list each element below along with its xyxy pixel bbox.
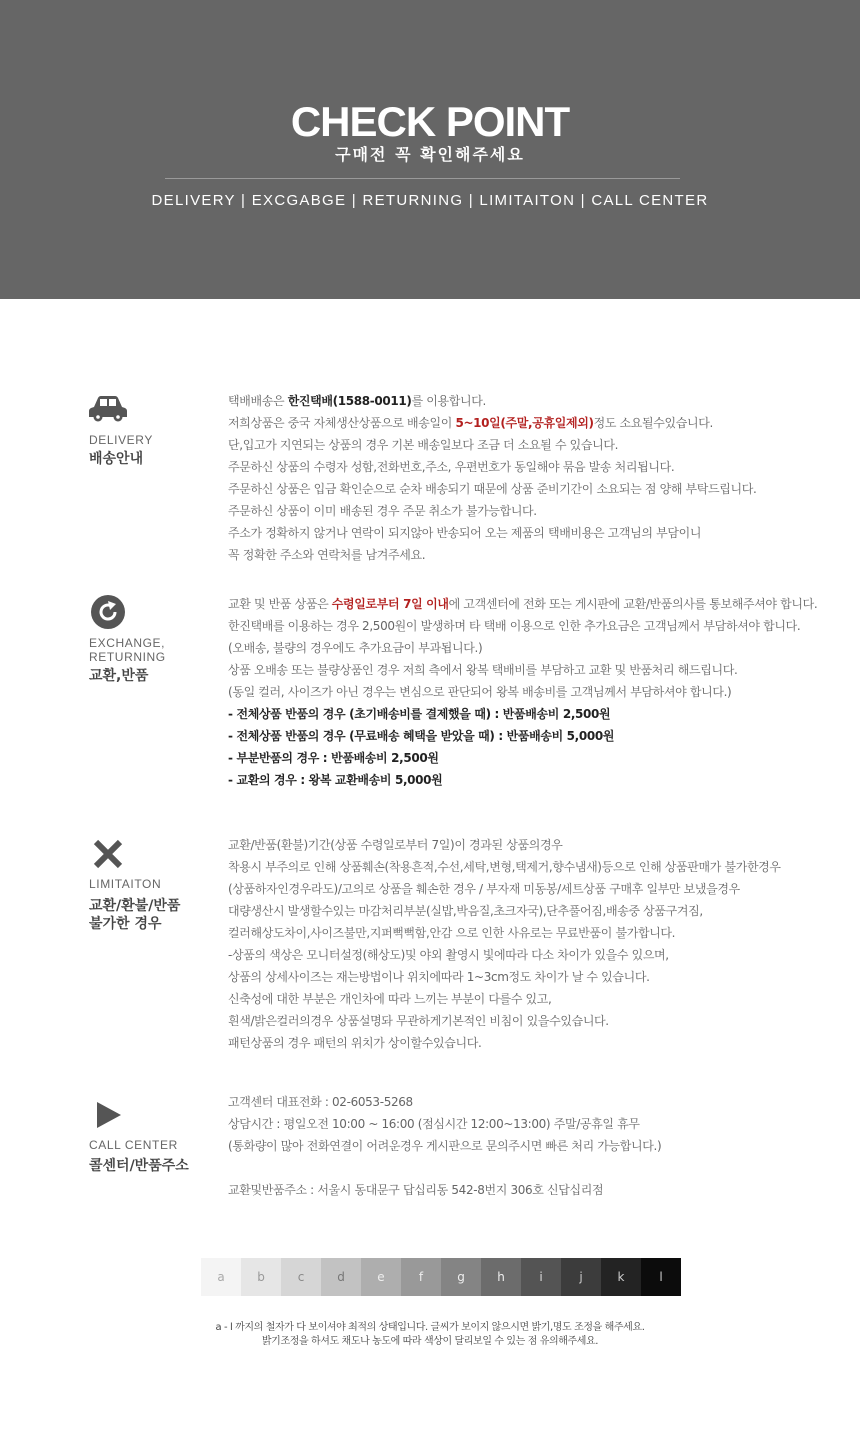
section-nav: DELIVERY | EXCGABGE | RETURNING | LIMITAITON | CALL CENTER [151,192,709,209]
delivery-content [228,390,848,566]
delivery-label-en: DELIVERY [89,433,153,447]
limitation-content [228,834,848,1054]
exchange-label-ko: 교환,반품 [89,668,149,684]
delivery-label-ko: 배송안내 [89,451,144,467]
limitation-line: 패턴상품의 경우 패턴의 위치가 상이할수있습니다. [228,1036,482,1050]
exchange-label-en-1: EXCHANGE, [89,636,166,650]
exchange-line: 상품 오배송 또는 불량상품인 경우 저희 측에서 왕복 택배비를 부담하고 교환 및 반품처리 해드립니다. [228,663,738,677]
delivery-line: 주소가 정확하지 않거나 연락이 되지않아 반송되어 오는 제품의 택배비용은 고객님의 부담이니 [228,526,702,540]
exchange-content [228,593,848,791]
exchange-fee-line: - 교환의 경우 : 왕복 교환배송비 5,000원 [228,773,443,787]
limitation-line: 상품의 상세사이즈는 재는방법이나 위치에따라 1~3cm정도 차이가 날 수 있습니다. [228,970,650,984]
brightness-swatch: d [321,1258,361,1296]
limitation-line: 착용시 부주의로 인해 상품훼손(착용흔적,수선,세탁,변형,택제거,향수냄새)등으로 인해 상품판매가 불가한경우 [228,860,781,874]
header-banner [0,0,860,299]
delivery-line: 주문하신 상품이 이미 배송된 경우 주문 취소가 불가능합니다. [228,504,537,518]
callcenter-phone: 고객센터 대표전화 : 02-6053-5268 [228,1095,413,1109]
brightness-swatch: l [641,1258,681,1296]
exchange-line: (동일 컬러, 사이즈가 아닌 경우는 변심으로 판단되어 왕복 배송비를 고객님께서 부담하셔야 합니다.) [228,685,732,699]
callcenter-note: (통화량이 많아 전화연결이 어려운경우 게시판으로 문의주시면 빠른 처리 가능합니다.) [228,1139,662,1153]
brightness-swatch: f [401,1258,441,1296]
exchange-label-en-2: RETURNING [89,650,166,664]
exchange-line: 교환 및 반품 상품은 수령일로부터 7일 이내에 고객센터에 전화 또는 게시판에 교환/반품의사를 통보해주셔야 합니다. [228,597,818,611]
limitation-line: 흰색/밝은컬러의경우 상품설명돠 무관하게기본적인 비침이 있을수있습니다. [228,1014,609,1028]
brightness-swatch: k [601,1258,641,1296]
brightness-swatch: c [281,1258,321,1296]
brightness-swatch: i [521,1258,561,1296]
brightness-swatch: b [241,1258,281,1296]
page-title: CHECK POINT [290,98,570,145]
monitor-notice-2: 밝기조정을 하셔도 채도나 농도에 따라 색상이 달리보일 수 있는 점 유의해주세요. [261,1336,599,1347]
limitation-line: 컬러해상도차이,사이즈불만,지퍼뻑뻑함,안감 으로 인한 사유로는 무료반품이 불가합니다. [228,926,676,940]
exchange-fee-line: - 전체상품 반품의 경우 (무료배송 혜택을 받았을 때) : 반품배송비 5,000원 [228,729,615,743]
return-address: 교환및반품주소 : 서울시 동대문구 답십리동 542-8번지 306호 신답십리점 [228,1183,604,1197]
exchange-line: 한진택배를 이용하는 경우 2,500원이 발생하며 타 택배 이용으로 인한 추가요금은 고객님께서 부담하셔야 합니다. [228,619,801,633]
delivery-line: 택배배송은 한진택배(1588-0011)를 이용합니다. [228,394,486,408]
monitor-notice-1: a - l 까지의 철자가 다 보이셔야 최적의 상태입니다. 글씨가 보이지 않으시면 밝기,명도 조정을 해주세요. [215,1322,645,1333]
limitation-label-ko-2: 불가한 경우 [89,916,162,932]
close-x-icon [92,838,124,874]
brightness-swatch: a [201,1258,241,1296]
delivery-line: 주문하신 상품의 수령자 성함,전화번호,주소, 우편번호가 동일해야 묶음 발송 처리됩니다. [228,460,675,474]
car-icon [88,395,128,427]
limitation-label-ko-1: 교환/환불/반품 [89,898,181,914]
brightness-swatch: g [441,1258,481,1296]
callcenter-content [228,1091,848,1201]
delivery-line: 주문하신 상품은 입금 확인순으로 순차 배송되기 때문에 상품 준비기간이 소요되는 점 양해 부탁드립니다. [228,482,757,496]
limitation-label-en: LIMITAITON [89,877,162,891]
limitation-line: 대량생산시 발생할수있는 마감처리부분(실밥,박음질,초크자국),단추풀어짐,배송중 상품구겨짐, [228,904,703,918]
delivery-line: 단,입고가 지연되는 상품의 경우 기본 배송일보다 조금 더 소요될 수 있습니다. [228,438,619,452]
limitation-line: -상품의 색상은 모니터설정(해상도)및 야외 촬영시 빛에따라 다소 차이가 있을수 있으며, [228,948,669,962]
exchange-fee-line: - 전체상품 반품의 경우 (초기배송비를 결제했을 때) : 반품배송비 2,500원 [228,707,611,721]
limitation-line: (상품하자인경우라도)/고의로 상품을 훼손한 경우 / 부자재 미동봉/세트상품 구매후 일부만 보냈을경우 [228,882,740,896]
delivery-line: 꼭 정확한 주소와 연락처를 남겨주세요. [228,548,426,562]
callcenter-hours: 상담시간 : 평일오전 10:00 ~ 16:00 (점심시간 12:00~13:00) 주말/공휴일 휴무 [228,1117,640,1131]
page-subtitle: 구매전 꼭 확인해주세요 [335,145,525,164]
callcenter-label-en: CALL CENTER [89,1138,178,1152]
refresh-icon [90,594,126,634]
brightness-swatch: h [481,1258,521,1296]
limitation-line: 교환/반품(환불)기간(상품 수령일로부터 7일)이 경과된 상품의경우 [228,838,563,852]
callcenter-label-ko: 콜센터/반품주소 [89,1158,189,1174]
delivery-line: 저희상품은 중국 자체생산상품으로 배송일이 5~10일(주말,공휴일제외)정도 소요될수있습니다. [228,416,713,430]
exchange-fee-line: - 부분반품의 경우 : 반품배송비 2,500원 [228,751,439,765]
exchange-line: (오배송, 불량의 경우에도 추가요금이 부과됩니다.) [228,641,483,655]
play-icon [96,1101,122,1133]
brightness-swatch-row [201,1258,681,1296]
brightness-swatch: j [561,1258,601,1296]
brightness-swatch: e [361,1258,401,1296]
limitation-line: 신축성에 대한 부분은 개인차에 따라 느끼는 부분이 다를수 있고, [228,992,552,1006]
spacer [228,1157,848,1179]
header-divider [165,178,680,179]
